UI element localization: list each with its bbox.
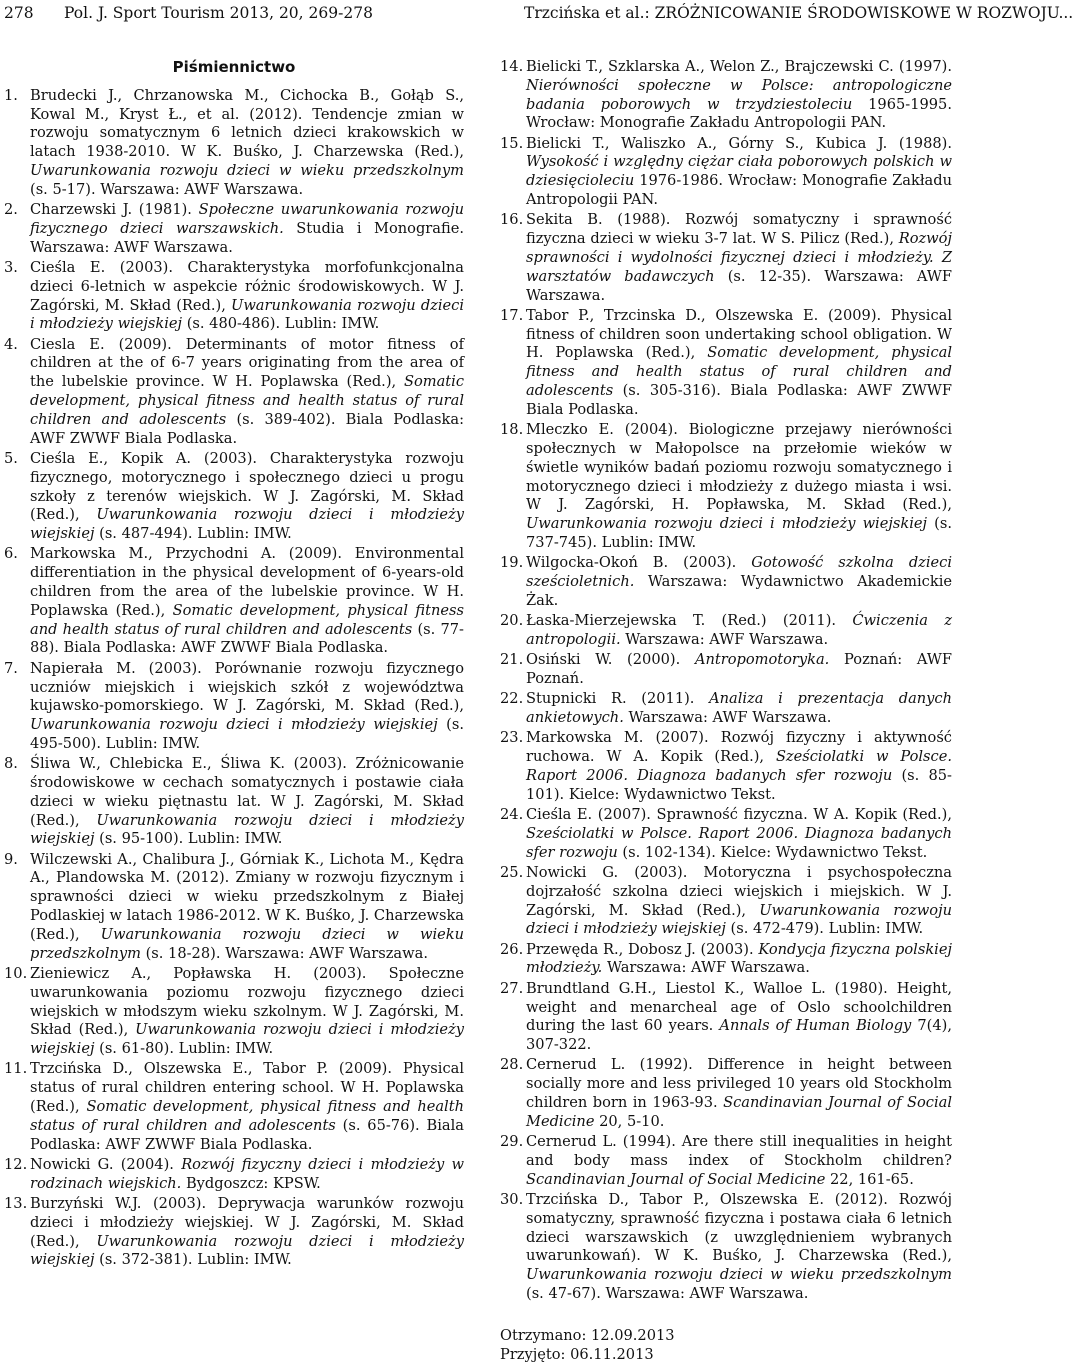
reference-item xyxy=(500,307,952,420)
reference-italic-title: Sześciolatki w Polsce. Raport 2006. Diagnoza badanych sfer rozwoju xyxy=(526,748,952,784)
reference-item xyxy=(4,336,464,449)
reference-item xyxy=(500,690,952,728)
reference-authors-title: Cieśla E. (2007). Sprawność fizyczna. W A. Kopik (Red.), xyxy=(526,806,952,824)
reference-italic-title: Uwarunkowania rozwoju dzieci i młodzieży wiejskiej xyxy=(30,716,438,734)
reference-authors-title: Trzcińska D., Olszewska E., Tabor P. (2009). Physical status of rural children entering school. W H. Poplawska (Red.), xyxy=(30,1060,464,1116)
reference-text xyxy=(30,450,464,544)
reference-publication-info: (s. 61-80). Lublin: IMW. xyxy=(94,1040,274,1058)
reference-authors-title: Łaska-Mierzejewska T. (Red.) (2011). xyxy=(526,612,853,630)
reference-italic-title: Gotowość szkolna dzieci sześcioletnich. xyxy=(526,554,952,591)
reference-item xyxy=(4,1195,464,1270)
reference-publication-info: (s. 5-17). Warszawa: AWF Warszawa. xyxy=(30,180,304,198)
reference-number: 18. xyxy=(500,421,524,439)
reference-text xyxy=(526,421,952,553)
reference-authors-title: Zieniewicz A., Popławska H. (2003). Społeczne uwarunkowania poziomu rozwoju fizycznego dzieci wiejskich w młodszym wieku szkolnym. W J. Zagórski, M. Skład (Red.), xyxy=(30,964,464,1039)
reference-item xyxy=(500,554,952,610)
reference-text xyxy=(30,259,464,334)
reference-publication-info: (s. 18-28). Warszawa: AWF Warszawa. xyxy=(140,944,428,962)
accepted-date: Przyjęto: 06.11.2013 xyxy=(500,1345,654,1363)
reference-item xyxy=(4,545,464,658)
reference-authors-title: Brundtland G.H., Liestol K., Walloe L. (1980). Height, weight and menarcheal age of Oslo schoolchildren during the last 60 years. xyxy=(526,979,952,1035)
reference-text xyxy=(526,651,952,689)
reference-publication-info: Studia i Monografie. Warszawa: AWF Warszawa. xyxy=(30,219,464,256)
reference-publication-info: Warszawa: AWF Warszawa. xyxy=(602,959,810,977)
reference-item xyxy=(500,941,952,979)
reference-item xyxy=(4,201,464,257)
reference-number: 11. xyxy=(4,1060,28,1078)
left-column xyxy=(4,58,464,1272)
reference-text xyxy=(526,612,952,650)
reference-authors-title: Trzcińska D., Tabor P., Olszewska E. (2012). Rozwój somatyczny, sprawność fizyczna i postawa ciała 6 letnich dzieci warszawskich (z uwzględnieniem wybranych uwarunkowań). W K. Buśko, J. Charzewska (Red.), xyxy=(526,1191,952,1265)
reference-italic-title: Nierówności społeczne w Polsce: antropologiczne badania poborowych w trzydziestoleciu xyxy=(526,76,952,113)
reference-italic-title: Uwarunkowania rozwoju dzieci w wieku przedszkolnym xyxy=(30,161,464,179)
reference-italic-title: Annals of Human Biology xyxy=(719,1017,912,1035)
reference-number: 14. xyxy=(500,58,524,75)
reference-item xyxy=(4,1156,464,1194)
reference-number: 25. xyxy=(500,863,524,881)
reference-number: 30. xyxy=(500,1191,524,1209)
reference-item xyxy=(500,864,952,939)
reference-authors-title: Nowicki G. (2003). Motoryczna i psychospołeczna dojrzałość szkolna dzieci wiejskich i miejskich. W J. Zagórski, M. Skład (Red.), xyxy=(526,863,952,919)
reference-number: 23. xyxy=(500,729,524,747)
reference-number: 17. xyxy=(500,306,524,324)
reference-italic-title: Scandinavian Journal of Social Medicine xyxy=(526,1170,826,1188)
reference-number: 3. xyxy=(4,258,18,276)
reference-text xyxy=(526,729,952,804)
reference-publication-info: (s. 480-486). Lublin: IMW. xyxy=(182,315,380,333)
reference-item xyxy=(500,1056,952,1131)
reference-number: 19. xyxy=(500,554,524,572)
reference-authors-title: Stupnicki R. (2011). xyxy=(526,690,710,708)
reference-italic-title: Analiza i prezentacja danych ankietowych. xyxy=(526,690,952,727)
reference-italic-title: Somatic development, physical fitness and health status of rural children and adolescents xyxy=(30,373,464,428)
reference-authors-title: Burzyński W.J. (2003). Deprywacja warunków rozwoju dzieci i młodzieży wiejskiej. W J. Zagórski, M. Skład (Red.), xyxy=(30,1195,464,1250)
reference-italic-title: Uwarunkowania rozwoju dzieci w wieku przedszkolnym xyxy=(30,925,464,962)
reference-text xyxy=(526,307,952,420)
reference-number: 1. xyxy=(4,86,18,104)
reference-publication-info: (s. 77-88). Biala Podlaska: AWF ZWWF Biala Podlaska. xyxy=(30,620,464,657)
reference-authors-title: Brudecki J., Chrzanowska M., Cichocka B., Gołąb S., Kowal M., Kryst Ł., et al. (2012). Tendencje zmian w rozwoju somatycznym 6 letnich dzieci krakowskich w latach 1938-2010. W K. Buśko, J. Charzewska (Red.), xyxy=(30,86,464,161)
reference-item xyxy=(500,211,952,305)
reference-authors-title: Osiński W. (2000). xyxy=(526,651,695,669)
reference-publication-info: Warszawa: AWF Warszawa. xyxy=(623,709,832,727)
reference-authors-title: Śliwa W., Chlebicka E., Śliwa K. (2003). Zróżnicowanie środowiskowe w cechach somatycznych i postawie ciała dzieci w wieku piętnastu lat. W J. Zagórski, M. Skład (Red.), xyxy=(30,755,464,829)
reference-authors-title: Markowska M., Przychodni A. (2009). Environmental differentiation in the physical development of 6-years-old children from the area of the lubelskie province. W H. Poplawska (Red.), xyxy=(30,545,464,619)
reference-authors-title: Ciesla E. (2009). Determinants of motor fitness of children at the of 6-7 years originating from the area of the lubelskie province. W H. Poplawska (Red.), xyxy=(30,335,464,391)
reference-item xyxy=(500,612,952,650)
reference-item xyxy=(500,651,952,689)
reference-item xyxy=(4,450,464,544)
reference-italic-title: Uwarunkowania rozwoju dzieci i młodzieży wiejskiej xyxy=(30,1232,464,1269)
reference-authors-title: Tabor P., Trzcinska D., Olszewska E. (2009). Physical fitness of children soon undertaking school obligation. W H. Poplawska (Red.), xyxy=(526,306,952,362)
reference-authors-title: Cieśla E., Kopik A. (2003). Charakterystyka rozwoju fizycznego, motorycznego i społecznego dzieci u progu szkoły z terenów wiejskich. W J. Zagórski, M. Skład (Red.), xyxy=(30,449,464,524)
journal-citation: Pol. J. Sport Tourism 2013, 20, 269-278 xyxy=(64,4,373,22)
reference-item xyxy=(500,980,952,1055)
reference-publication-info: Bydgoszcz: KPSW. xyxy=(181,1174,321,1192)
reference-italic-title: Somatic development, physical fitness and health status of rural children and adolescents xyxy=(30,1098,464,1134)
reference-text xyxy=(526,1056,952,1131)
reference-publication-info: (s. 389-402). Biala Podlaska: AWF ZWWF Biala Podlaska. xyxy=(30,410,464,447)
reference-italic-title: Somatic development, physical fitness and health status of rural children and adolescents xyxy=(526,344,952,400)
reference-authors-title: Cernerud L. (1992). Difference in height between socially more and less privileged 10 years old Stockholm children born in 1963-93. xyxy=(526,1056,952,1112)
reference-item xyxy=(500,1133,952,1189)
reference-publication-info: (s. 12-35). Warszawa: AWF Warszawa. xyxy=(526,267,953,304)
reference-italic-title: Uwarunkowania rozwoju dzieci i młodzieży wiejskiej xyxy=(30,811,464,848)
reference-italic-title: Uwarunkowania rozwoju dzieci i młodzieży wiejskiej xyxy=(30,296,464,333)
reference-publication-info: Poznań: AWF Poznań. xyxy=(526,651,952,687)
reference-number: 7. xyxy=(4,659,18,677)
reference-authors-title: Cernerud L. (1994). Are there still inequalities in height and body mass index of Stockholm children? xyxy=(526,1133,952,1169)
reference-publication-info: Warszawa: AWF Warszawa. xyxy=(620,630,829,648)
reference-authors-title: Charzewski J. (1981). xyxy=(30,201,199,219)
reference-italic-title: Uwarunkowania rozwoju dzieci i młodzieży wiejskiej xyxy=(526,515,928,533)
reference-text xyxy=(526,554,952,610)
section-title: Piśmiennictwo xyxy=(172,58,296,76)
reference-publication-info: Warszawa: Wydawnictwo Akademickie Żak. xyxy=(526,573,952,609)
reference-number: 2. xyxy=(4,201,18,219)
reference-publication-info: (s. 487-494). Lublin: IMW. xyxy=(94,525,292,543)
reference-item xyxy=(500,1191,952,1304)
reference-italic-title: Uwarunkowania rozwoju dzieci i młodzieży wiejskiej xyxy=(30,506,464,543)
reference-italic-title: Uwarunkowania rozwoju dzieci i młodzieży wiejskiej xyxy=(526,901,953,938)
reference-publication-info: (s. 472-479). Lublin: IMW. xyxy=(725,920,924,938)
reference-number: 26. xyxy=(500,940,524,958)
reference-item xyxy=(500,806,952,862)
reference-publication-info: (s. 65-76). Biala Podlaska: AWF ZWWF Biala Podlaska. xyxy=(30,1116,464,1153)
reference-text xyxy=(526,941,952,979)
reference-text xyxy=(526,980,952,1055)
reference-publication-info: 7(4), 307-322. xyxy=(526,1017,952,1054)
reference-publication-info: (s. 102-134). Kielce: Wydawnictwo Tekst. xyxy=(617,843,928,861)
reference-text xyxy=(526,806,952,862)
reference-item xyxy=(4,1060,464,1154)
reference-number: 20. xyxy=(500,612,524,630)
reference-italic-title: Rozwój sprawności i wydolności fizycznej dzieci i młodzieży. Z warsztatów badawczych xyxy=(526,230,952,285)
reference-publication-info: (s. 95-100). Lublin: IMW. xyxy=(94,830,283,848)
reference-italic-title: Sześciolatki w Polsce. Raport 2006. Diagnoza badanych sfer rozwoju xyxy=(526,824,952,861)
reference-number: 15. xyxy=(500,134,524,152)
reference-text xyxy=(30,1060,464,1154)
reference-authors-title: Bielicki T., Szklarska A., Welon Z., Brajczewski C. (1997). xyxy=(526,58,952,75)
reference-number: 27. xyxy=(500,979,524,997)
reference-italic-title: Rozwój fizyczny dzieci i młodzieży w rodzinach wiejskich. xyxy=(30,1155,464,1192)
reference-text xyxy=(30,336,464,449)
reference-authors-title: Przewęda R., Dobosz J. (2003). xyxy=(526,940,759,958)
reference-italic-title: Scandinavian Journal of Social Medicine xyxy=(526,1094,952,1130)
reference-item xyxy=(4,965,464,1059)
reference-item xyxy=(4,851,464,964)
reference-authors-title: Mleczko E. (2004). Biologiczne przejawy nierówności społecznych w Małopolsce na przełomie wieków w świetle wyników badań poziomu rozwoju somatycznego i motorycznego dzieci i młodzieży z dużego miasta i wsi. W J. Zagórski, H. Popławska, M. Skład (Red.), xyxy=(526,421,952,514)
reference-list-left xyxy=(4,87,464,1270)
reference-list-right xyxy=(500,58,952,1304)
reference-publication-info: (s. 737-745). Lublin: IMW. xyxy=(526,515,953,551)
reference-authors-title: Napierała M. (2003). Porównanie rozwoju fizycznego uczniów miejskich i wiejskich szkół z województwa kujawsko-pomorskiego. W J. Zagórski, M. Skład (Red.), xyxy=(30,659,464,715)
reference-number: 9. xyxy=(4,850,18,868)
reference-text xyxy=(30,660,464,754)
reference-number: 4. xyxy=(4,335,18,353)
reference-text xyxy=(526,1133,952,1189)
reference-italic-title: Wysokość i względny ciężar ciała poborowych polskich w dziesięcioleciu xyxy=(526,153,952,190)
reference-text xyxy=(30,965,464,1059)
reference-italic-title: Antropomotoryka. xyxy=(694,651,830,669)
reference-text xyxy=(30,87,464,200)
reference-text xyxy=(526,211,952,305)
reference-number: 5. xyxy=(4,449,18,467)
reference-number: 16. xyxy=(500,211,524,229)
reference-number: 22. xyxy=(500,690,524,708)
reference-item xyxy=(500,421,952,553)
reference-authors-title: Bielicki T., Waliszko A., Górny S., Kubica J. (1988). xyxy=(526,134,952,152)
reference-authors-title: Sekita B. (1988). Rozwój somatyczny i sprawność fizyczna dzieci w wieku 3-7 lat. W S. Pilicz (Red.), xyxy=(526,211,952,248)
reference-authors-title: Markowska M. (2007). Rozwój fizyczny i aktywność ruchowa. W A. Kopik (Red.), xyxy=(526,729,952,766)
reference-italic-title: Społeczne uwarunkowania rozwoju fizycznego dzieci warszawskich. xyxy=(30,201,465,237)
reference-item xyxy=(4,87,464,200)
reference-item xyxy=(500,729,952,804)
reference-publication-info: (s. 495-500). Lublin: IMW. xyxy=(30,716,464,752)
reference-publication-info: 1976-1986. Wrocław: Monografie Zakładu Antropologii PAN. xyxy=(526,172,952,209)
reference-item xyxy=(4,755,464,849)
reference-number: 28. xyxy=(500,1056,524,1074)
reference-italic-title: Somatic development, physical fitness and health status of rural children and adolescents xyxy=(30,601,464,638)
reference-item xyxy=(4,259,464,334)
reference-text xyxy=(30,545,464,658)
reference-text xyxy=(30,851,464,964)
reference-italic-title: Uwarunkowania rozwoju dzieci w wieku przedszkolnym xyxy=(526,1266,952,1284)
reference-number: 29. xyxy=(500,1133,524,1151)
reference-authors-title: Wilgocka-Okoń B. (2003). xyxy=(526,554,752,572)
reference-number: 13. xyxy=(4,1195,28,1213)
reference-text xyxy=(30,755,464,849)
reference-italic-title: Uwarunkowania rozwoju dzieci i młodzieży wiejskiej xyxy=(30,1021,464,1058)
article-dates xyxy=(500,1326,952,1364)
reference-publication-info: (s. 372-381). Lublin: IMW. xyxy=(94,1251,292,1269)
received-date: Otrzymano: 12.09.2013 xyxy=(500,1326,675,1344)
reference-publication-info: 20, 5-10. xyxy=(594,1112,665,1130)
reference-publication-info: (s. 47-67). Warszawa: AWF Warszawa. xyxy=(526,1285,809,1302)
reference-authors-title: Cieśla E. (2003). Charakterystyka morfofunkcjonalna dzieci 6-letnich w aspekcie różnic środowiskowych. W J. Zagórski, M. Skład (Red.), xyxy=(30,258,464,314)
reference-publication-info: 1965-1995. Wrocław: Monografie Zakładu Antropologii PAN. xyxy=(526,95,952,132)
reference-authors-title: Nowicki G. (2004). xyxy=(30,1155,182,1173)
reference-number: 10. xyxy=(4,964,28,982)
reference-text xyxy=(526,1191,952,1304)
reference-item xyxy=(4,660,464,754)
article-short-title: Trzcińska et al.: ZRÓŻNICOWANIE ŚRODOWISKOWE W ROZWOJU... xyxy=(524,4,1073,22)
reference-authors-title: Wilczewski A., Chalibura J., Górniak K., Lichota M., Kędra A., Plandowska M. (2012). Zmiany w rozwoju fizycznym i sprawności dzieci w wieku przedszkolnym z Białej Podlaskiej w latach 1986-2012. W K. Buśko, J. Charzewska (Red.), xyxy=(30,850,464,943)
reference-number: 6. xyxy=(4,545,18,563)
reference-publication-info: 22, 161-65. xyxy=(825,1170,914,1188)
reference-number: 21. xyxy=(500,651,524,669)
reference-item xyxy=(500,135,952,210)
reference-publication-info: (s. 85-101). Kielce: Wydawnictwo Tekst. xyxy=(526,766,952,803)
reference-number: 8. xyxy=(4,755,18,773)
reference-italic-title: Ćwiczenia z antropologii. xyxy=(526,612,953,648)
reference-text xyxy=(526,135,952,210)
reference-number: 12. xyxy=(4,1155,28,1173)
reference-text xyxy=(526,864,952,939)
reference-text xyxy=(30,201,464,257)
reference-italic-title: Kondycja fizyczna polskiej młodzieży. xyxy=(526,940,952,977)
reference-text xyxy=(526,58,952,133)
reference-text xyxy=(526,690,952,728)
page-number: 278 xyxy=(4,4,34,22)
reference-text xyxy=(30,1156,464,1194)
reference-item xyxy=(500,58,952,133)
reference-text xyxy=(30,1195,464,1270)
right-column xyxy=(500,58,952,1364)
reference-number: 24. xyxy=(500,806,524,824)
reference-publication-info: (s. 305-316). Biala Podlaska: AWF ZWWF Biala Podlaska. xyxy=(526,382,952,418)
